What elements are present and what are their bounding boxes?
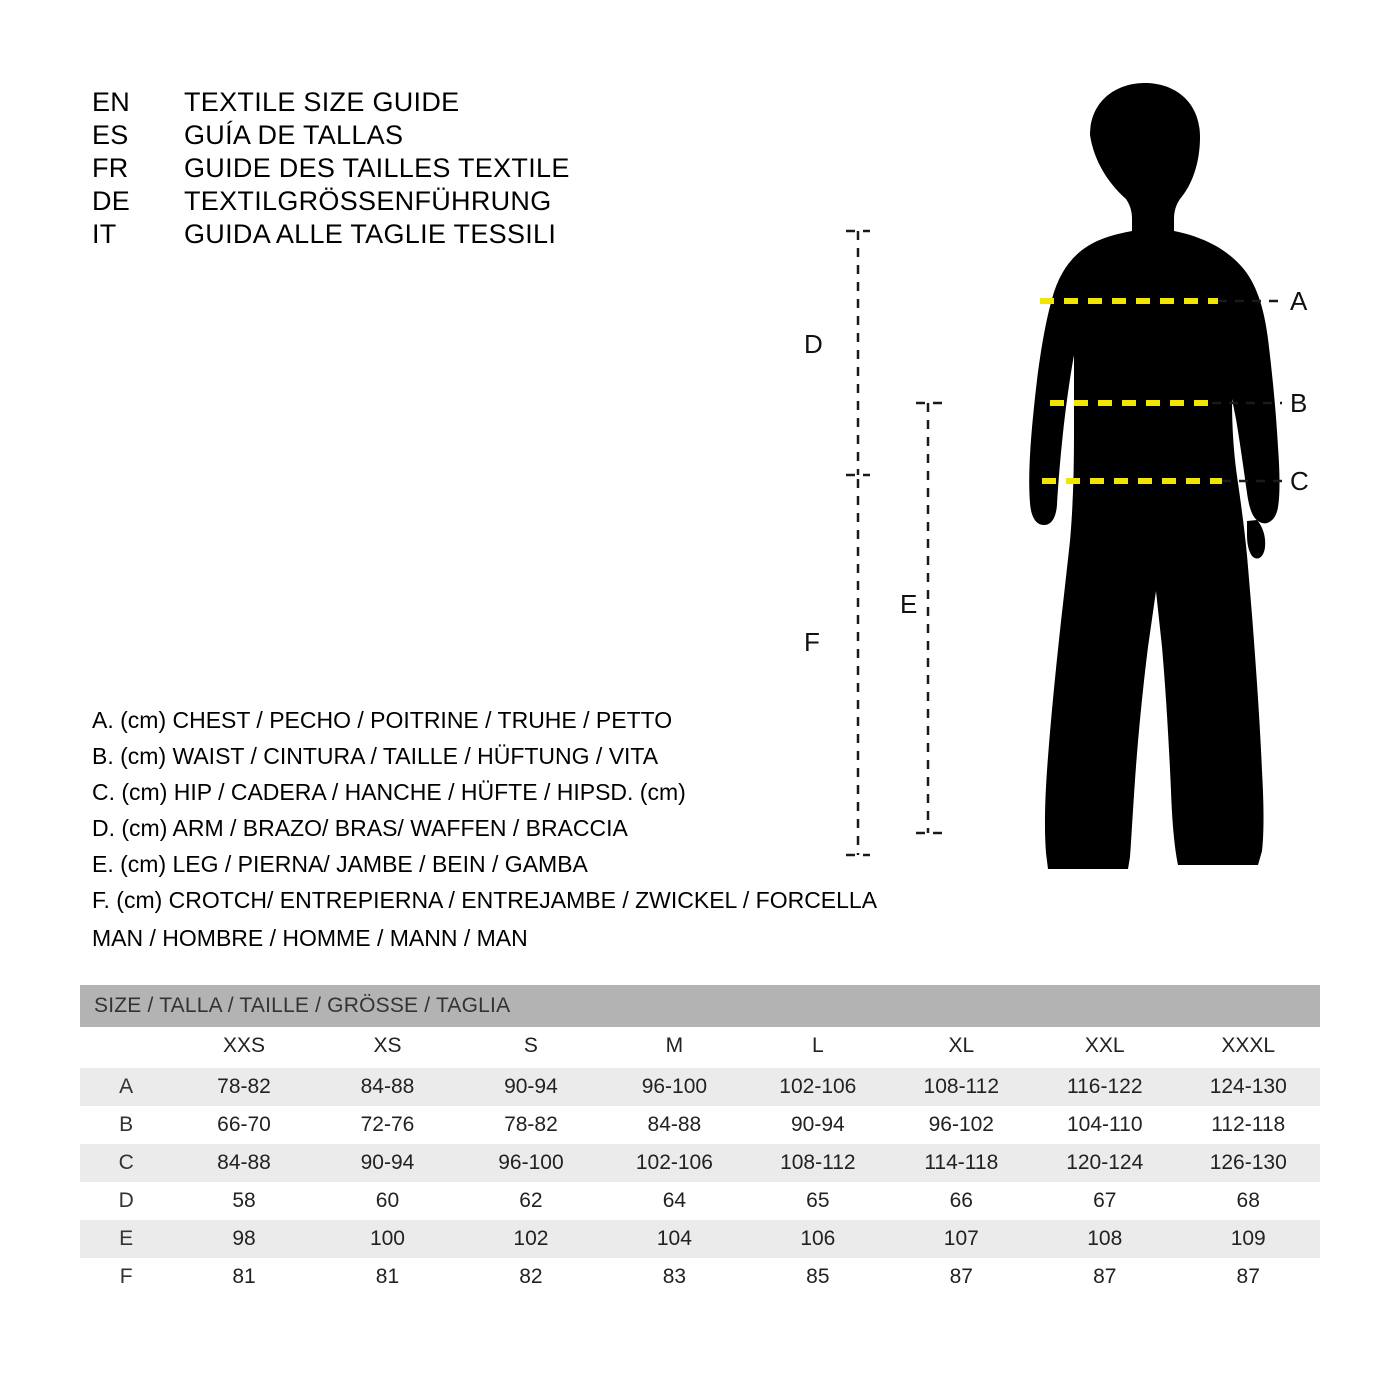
marker-label-e: E [900,589,918,619]
cell-f-xxl: 87 [1033,1258,1176,1296]
cell-b-xxl: 104-110 [1033,1106,1176,1144]
cell-d-xs: 60 [316,1182,459,1220]
measurement-legend [92,702,878,918]
title-language-code: ES [92,120,129,150]
legend-item-c: C. (cm) HIP / CADERA / HANCHE / HÜFTE / HIPSD. (cm) [92,779,686,805]
table-header-row [80,1027,1320,1068]
cell-e-l: 106 [746,1220,889,1258]
column-header-s: S [459,1027,602,1068]
marker-label-f: F [804,627,820,657]
cell-b-s: 78-82 [459,1106,602,1144]
title-language-code: IT [92,219,117,249]
table-row [80,1220,1320,1258]
size-table [80,985,1320,1296]
table-row [80,1068,1320,1106]
column-header-l: L [746,1027,889,1068]
dimension-lines [846,231,942,855]
table-row [80,1144,1320,1182]
title-row [92,152,712,185]
title-row [92,218,712,251]
cell-c-xxs: 84-88 [172,1144,315,1182]
cell-d-xxs: 58 [172,1182,315,1220]
column-header-m: M [603,1027,746,1068]
marker-label-d: D [804,329,823,359]
cell-b-xl: 96-102 [890,1106,1033,1144]
cell-d-l: 65 [746,1182,889,1220]
table-caption: SIZE / TALLA / TAILLE / GRÖSSE / TAGLIA [80,985,1320,1027]
legend-item-f: F. (cm) CROTCH/ ENTREPIERNA / ENTREJAMBE / ZWICKEL / FORCELLA [92,887,878,913]
cell-a-m: 96-100 [603,1068,746,1106]
title-language-code: EN [92,87,131,117]
column-header-xxxl: XXXL [1176,1027,1320,1068]
cell-a-xxxl: 124-130 [1176,1068,1320,1106]
cell-b-xs: 72-76 [316,1106,459,1144]
cell-a-xs: 84-88 [316,1068,459,1106]
title-block [92,86,712,251]
cell-c-xxxl: 126-130 [1176,1144,1320,1182]
row-label-c: C [80,1144,172,1182]
cell-f-m: 83 [603,1258,746,1296]
table-row [80,1106,1320,1144]
cell-c-xs: 90-94 [316,1144,459,1182]
cell-e-xxxl: 109 [1176,1220,1320,1258]
cell-c-xxl: 120-124 [1033,1144,1176,1182]
cell-a-xxs: 78-82 [172,1068,315,1106]
gender-label: MAN / HOMBRE / HOMME / MANN / MAN [92,925,528,951]
cell-f-xxxl: 87 [1176,1258,1320,1296]
table-row [80,1258,1320,1296]
column-header-xs: XS [316,1027,459,1068]
cell-f-l: 85 [746,1258,889,1296]
title-language-code: DE [92,186,131,216]
cell-b-xxxl: 112-118 [1176,1106,1320,1144]
title-row [92,86,712,119]
column-header-xxs: XXS [172,1027,315,1068]
cell-a-xl: 108-112 [890,1068,1033,1106]
title-row [92,185,712,218]
cell-e-xxs: 98 [172,1220,315,1258]
legend-item-e: E. (cm) LEG / PIERNA/ JAMBE / BEIN / GAMBA [92,851,588,877]
cell-a-xxl: 116-122 [1033,1068,1176,1106]
marker-label-c: C [1290,466,1309,496]
cell-d-xxl: 67 [1033,1182,1176,1220]
male-silhouette-icon [1029,83,1279,869]
cell-e-xxl: 108 [1033,1220,1176,1258]
title-text: GUIDA ALLE TAGLIE TESSILI [184,219,557,249]
title-text: GUIDE DES TAILLES TEXTILE [184,153,570,183]
legend-item-b: B. (cm) WAIST / CINTURA / TAILLE / HÜFTUNG / VITA [92,743,659,769]
cell-a-l: 102-106 [746,1068,889,1106]
title-language-code: FR [92,153,129,183]
cell-d-xxxl: 68 [1176,1182,1320,1220]
cell-e-xl: 107 [890,1220,1033,1258]
cell-d-m: 64 [603,1182,746,1220]
column-header-xxl: XXL [1033,1027,1176,1068]
row-label-e: E [80,1220,172,1258]
title-row [92,119,712,152]
table-corner-cell [80,1027,172,1068]
cell-f-xs: 81 [316,1258,459,1296]
cell-e-m: 104 [603,1220,746,1258]
legend-item-d: D. (cm) ARM / BRAZO/ BRAS/ WAFFEN / BRACCIA [92,815,628,841]
column-header-xl: XL [890,1027,1033,1068]
cell-b-xxs: 66-70 [172,1106,315,1144]
cell-b-m: 84-88 [603,1106,746,1144]
cell-e-xs: 100 [316,1220,459,1258]
title-text: TEXTILGRÖSSENFÜHRUNG [184,186,552,216]
title-text: TEXTILE SIZE GUIDE [184,87,460,117]
cell-c-xl: 114-118 [890,1144,1033,1182]
row-label-f: F [80,1258,172,1296]
marker-label-a: A [1290,286,1308,316]
cell-f-s: 82 [459,1258,602,1296]
body-measurement-diagram [760,55,1360,945]
cell-d-s: 62 [459,1182,602,1220]
table-row [80,1182,1320,1220]
cell-d-xl: 66 [890,1182,1033,1220]
cell-c-l: 108-112 [746,1144,889,1182]
row-label-a: A [80,1068,172,1106]
marker-label-b: B [1290,388,1308,418]
row-label-b: B [80,1106,172,1144]
cell-e-s: 102 [459,1220,602,1258]
cell-f-xl: 87 [890,1258,1033,1296]
legend-item-a: A. (cm) CHEST / PECHO / POITRINE / TRUHE / PETTO [92,707,673,733]
table-caption-row [80,985,1320,1027]
cell-a-s: 90-94 [459,1068,602,1106]
row-label-d: D [80,1182,172,1220]
cell-c-s: 96-100 [459,1144,602,1182]
cell-f-xxs: 81 [172,1258,315,1296]
title-text: GUÍA DE TALLAS [184,120,404,150]
cell-b-l: 90-94 [746,1106,889,1144]
cell-c-m: 102-106 [603,1144,746,1182]
